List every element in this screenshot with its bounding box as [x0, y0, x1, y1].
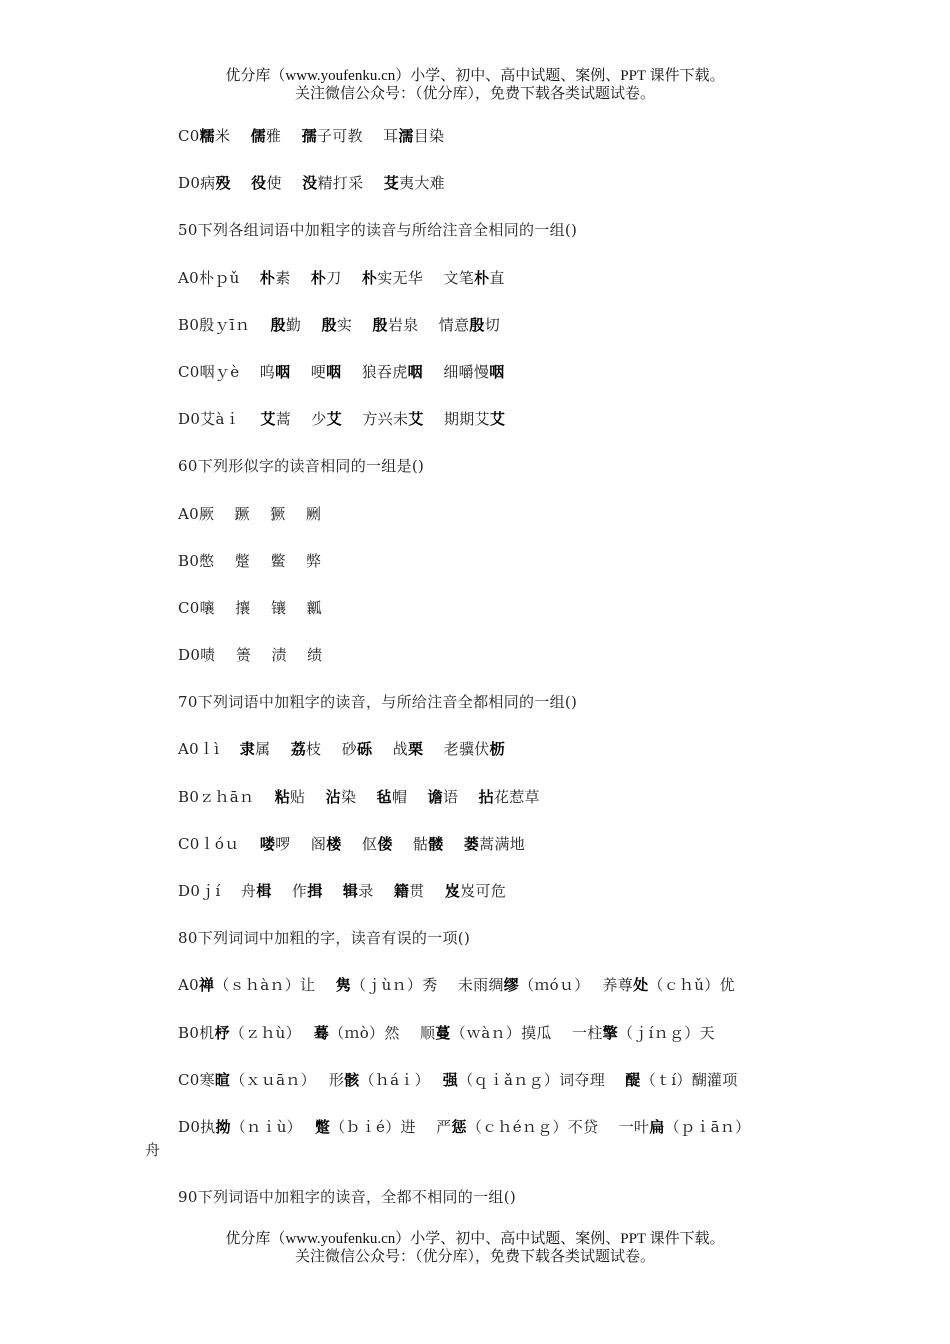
- text-segment: （ｓｈàｎ）让: [214, 976, 336, 995]
- text-segment: 雅: [265, 127, 302, 145]
- bold-char: 艾: [489, 410, 506, 429]
- text-segment: 录: [358, 882, 394, 900]
- line-q7: [0, 690, 950, 737]
- text-segment: 80下列词词中加粗的字，读音有误的一项(): [178, 929, 471, 948]
- text-segment: （ｈáｉ）: [359, 1070, 443, 1089]
- bold-char: 朴: [361, 268, 378, 287]
- bold-char: 隶: [239, 740, 256, 759]
- bold-char: 濡: [398, 127, 414, 145]
- bold-char: 艾: [408, 410, 424, 429]
- text-segment: 战: [372, 740, 408, 759]
- bold-char: 沾: [325, 787, 341, 806]
- bold-char: 殷: [270, 315, 286, 334]
- text-segment: 哽: [290, 362, 327, 381]
- bold-char: 髅: [428, 834, 444, 853]
- text-segment: 骷: [392, 834, 429, 853]
- footer-line-1: 优分库（www.youfenku.cn）小学、初中、高中试题、案例、PPT 课件下载。: [225, 1231, 725, 1247]
- line-q8-a: [0, 973, 950, 1020]
- text-segment: 贴: [290, 787, 326, 806]
- bold-char: 隽: [335, 976, 352, 995]
- bold-char: 毡: [376, 787, 392, 806]
- line-q8-c: [0, 1068, 950, 1115]
- text-segment: 作: [271, 882, 308, 900]
- text-segment: 米: [214, 127, 251, 145]
- text-segment: D0ｊí 舟: [178, 882, 257, 900]
- text-segment: 伛: [341, 834, 378, 853]
- bold-char: 朴: [474, 268, 490, 287]
- question-list: [0, 124, 950, 1232]
- text-segment: 目染: [413, 127, 445, 145]
- bold-char: 扁: [649, 1117, 665, 1136]
- text-segment: 60下列形似字的读音相同的一组是(): [178, 457, 425, 476]
- text-segment: 狼吞虎: [341, 362, 408, 381]
- line-q6-c: [0, 596, 950, 643]
- text-segment: 实无华 文笔: [377, 268, 475, 287]
- text-segment: （ｍóｕ） 养尊: [519, 976, 634, 995]
- text-segment: [443, 835, 463, 853]
- bold-char: 暄: [214, 1070, 231, 1089]
- line-q6-b: [0, 549, 950, 596]
- text-segment: （ｊíｎｇ）天: [617, 1023, 715, 1042]
- line-q5-c: [0, 360, 950, 407]
- bold-char: 惩: [451, 1117, 467, 1136]
- text-segment: （ｑｉǎｎｇ）词夺理: [458, 1070, 626, 1089]
- line-q7-d: [0, 879, 950, 926]
- footer-line-2: 关注微信公众号：（优分库），免费下载各类试题试卷。: [294, 1249, 655, 1265]
- text-segment: （ｃｈéｎｇ）不贷 一叶: [466, 1117, 650, 1136]
- text-segment: 90下列词语中加粗字的读音，全都不相同的一组(): [178, 1187, 516, 1206]
- text-segment: （ｃｈǔ）优: [648, 976, 735, 995]
- line-q4-d: [0, 171, 950, 218]
- bold-char: 荔: [290, 740, 307, 759]
- bold-char: 蒌: [463, 834, 480, 853]
- text-segment: 精打采: [317, 174, 384, 193]
- text-segment: 实: [336, 315, 373, 334]
- bold-char: 辑: [342, 882, 359, 900]
- bold-char: 醍: [625, 1070, 641, 1089]
- bold-char: 楫: [256, 882, 272, 900]
- line-q8-b: [0, 1021, 950, 1068]
- bold-char: 缪: [503, 976, 520, 995]
- text-segment: 70下列词语中加粗字的读音，与所给注音全都相同的一组(): [178, 693, 578, 712]
- bold-char: 咽: [326, 362, 342, 381]
- text-segment: （ｚｈù）: [229, 1023, 314, 1042]
- text-segment: C0: [178, 127, 200, 145]
- text-segment: D0执: [178, 1117, 216, 1136]
- text-segment: （ｗàｎ）摸瓜 一柱: [450, 1023, 603, 1042]
- text-segment: 染: [340, 787, 377, 806]
- text-segment: B0ｚｈāｎ: [178, 787, 275, 806]
- bold-char: 芟: [383, 174, 400, 193]
- bold-char: 粘: [274, 787, 290, 806]
- bold-char: 枥: [489, 740, 505, 759]
- text-segment: （ｎｉù）: [230, 1117, 315, 1136]
- text-segment: 蒿 少: [275, 410, 327, 429]
- text-segment: C0嚷 攘 镶 瓤: [178, 598, 322, 617]
- line-q8-d: [0, 1115, 950, 1139]
- bold-char: 没: [302, 174, 318, 193]
- bold-char: 揖: [307, 882, 323, 900]
- text-segment: 夷大难: [399, 174, 445, 193]
- bold-char: 蹩: [314, 1117, 331, 1136]
- text-segment: 帽: [391, 787, 428, 806]
- text-segment: （ｔí）醐灌项: [640, 1070, 738, 1089]
- bold-char: 栗: [408, 740, 424, 759]
- text-segment: 贯: [409, 882, 445, 900]
- text-segment: 50下列各组词语中加粗字的读音与所给注音全相同的一组(): [178, 221, 578, 240]
- text-segment: D0艾àｉ: [178, 410, 261, 429]
- bold-char: 擎: [602, 1023, 618, 1042]
- text-segment: A0厥 蹶 獗 劂: [178, 504, 322, 523]
- text-segment: C0ｌóｕ: [178, 834, 260, 853]
- text-segment: 素: [275, 268, 311, 287]
- text-segment: （ｘｕāｎ） 形: [230, 1070, 345, 1089]
- text-segment: 勤: [285, 315, 322, 334]
- header-line-2: 关注微信公众号：（优分库），免费下载各类试题试卷。: [294, 86, 655, 102]
- bold-char: 处: [633, 976, 649, 995]
- bold-char: 殷: [469, 315, 485, 334]
- bold-char: 朴: [310, 268, 327, 287]
- text-segment: 岩泉 情意: [387, 315, 470, 334]
- line-q7-c: [0, 832, 950, 879]
- text-segment: D0啧 箦 渍 绩: [178, 646, 323, 665]
- bold-char: 蓦: [313, 1023, 330, 1042]
- text-segment: 方兴未: [341, 410, 409, 429]
- text-segment: 老骥伏: [423, 740, 490, 759]
- text-segment: 期期艾: [423, 410, 490, 429]
- bold-char: 拗: [215, 1117, 231, 1136]
- line-q5-d: [0, 407, 950, 454]
- text-segment: 切: [484, 315, 501, 334]
- text-segment: 属: [255, 740, 291, 759]
- text-segment: D0病: [178, 174, 216, 193]
- bold-char: 殁: [215, 174, 231, 193]
- bold-char: 谵: [427, 787, 443, 806]
- text-segment: 使: [266, 174, 303, 193]
- text-segment: 花惹草: [493, 787, 540, 806]
- bold-char: 拈: [478, 787, 494, 806]
- bold-char: 咽: [407, 362, 423, 381]
- bold-char: 蔓: [435, 1023, 451, 1042]
- line-q7-a: [0, 737, 950, 784]
- line-q8-d-cont: [0, 1139, 950, 1185]
- bold-char: 役: [251, 174, 267, 193]
- text-segment: A0朴ｐǔ: [178, 268, 260, 287]
- text-segment: 舟: [145, 1140, 161, 1159]
- bold-char: 殷: [321, 315, 337, 334]
- text-segment: 枝 砂: [306, 740, 358, 759]
- bold-char: 骸: [344, 1070, 360, 1089]
- line-q4-c: [0, 124, 950, 171]
- header-line-1: 优分库（www.youfenku.cn）小学、初中、高中试题、案例、PPT 课件下载。: [225, 68, 725, 84]
- page-header: [0, 67, 950, 103]
- text-segment: （ｍò）然 顺: [329, 1023, 436, 1042]
- bold-char: 岌: [444, 882, 461, 900]
- line-q5: [0, 218, 950, 265]
- bold-char: 艾: [326, 410, 342, 429]
- text-segment: B0机: [178, 1023, 215, 1042]
- text-segment: 啰 阁: [275, 834, 327, 853]
- text-segment: （ｐｉāｎ）: [664, 1117, 751, 1136]
- text-segment: 岌可危: [460, 882, 507, 900]
- line-q8: [0, 926, 950, 973]
- line-q9: [0, 1185, 950, 1232]
- text-segment: （ｂｉé）进 严: [330, 1117, 452, 1136]
- text-segment: 刀: [326, 268, 362, 287]
- bold-char: 殷: [372, 315, 388, 334]
- text-segment: B0憋 蹩 鳖 弊: [178, 551, 322, 570]
- bold-char: 强: [442, 1070, 459, 1089]
- bold-char: 杼: [214, 1023, 230, 1042]
- text-segment: （ｊùｎ）秀 未雨绸: [351, 976, 504, 995]
- line-q6-d: [0, 643, 950, 690]
- text-segment: 直: [489, 268, 505, 287]
- bold-char: 糯: [199, 127, 215, 145]
- page-footer: [0, 1230, 950, 1266]
- line-q5-b: [0, 313, 950, 360]
- line-q6-a: [0, 502, 950, 549]
- bold-char: 砾: [357, 740, 373, 759]
- line-q6: [0, 454, 950, 501]
- text-segment: 蒿满地: [479, 834, 526, 853]
- bold-char: 偻: [377, 834, 393, 853]
- bold-char: 艾: [260, 410, 276, 429]
- line-q5-a: [0, 266, 950, 313]
- bold-char: 儒: [250, 127, 266, 145]
- bold-char: 禅: [198, 976, 215, 995]
- text-segment: 语: [442, 787, 479, 806]
- bold-char: 朴: [259, 268, 276, 287]
- text-segment: A0: [178, 976, 199, 995]
- bold-char: 咽: [489, 362, 505, 381]
- text-segment: C0咽ｙè 呜: [178, 362, 276, 381]
- bold-char: 咽: [275, 362, 291, 381]
- text-segment: A0ｌì: [178, 740, 240, 759]
- text-segment: [323, 882, 343, 900]
- text-segment: [231, 174, 251, 192]
- text-segment: B0殷ｙīｎ: [178, 315, 271, 334]
- bold-char: 孺: [301, 127, 317, 145]
- bold-char: 喽: [259, 834, 276, 853]
- text-segment: 子可教 耳: [316, 127, 399, 145]
- line-q7-b: [0, 785, 950, 832]
- text-segment: C0寒: [178, 1070, 215, 1089]
- bold-char: 籍: [393, 882, 410, 900]
- bold-char: 楼: [326, 834, 342, 853]
- text-segment: 细嚼慢: [422, 362, 490, 381]
